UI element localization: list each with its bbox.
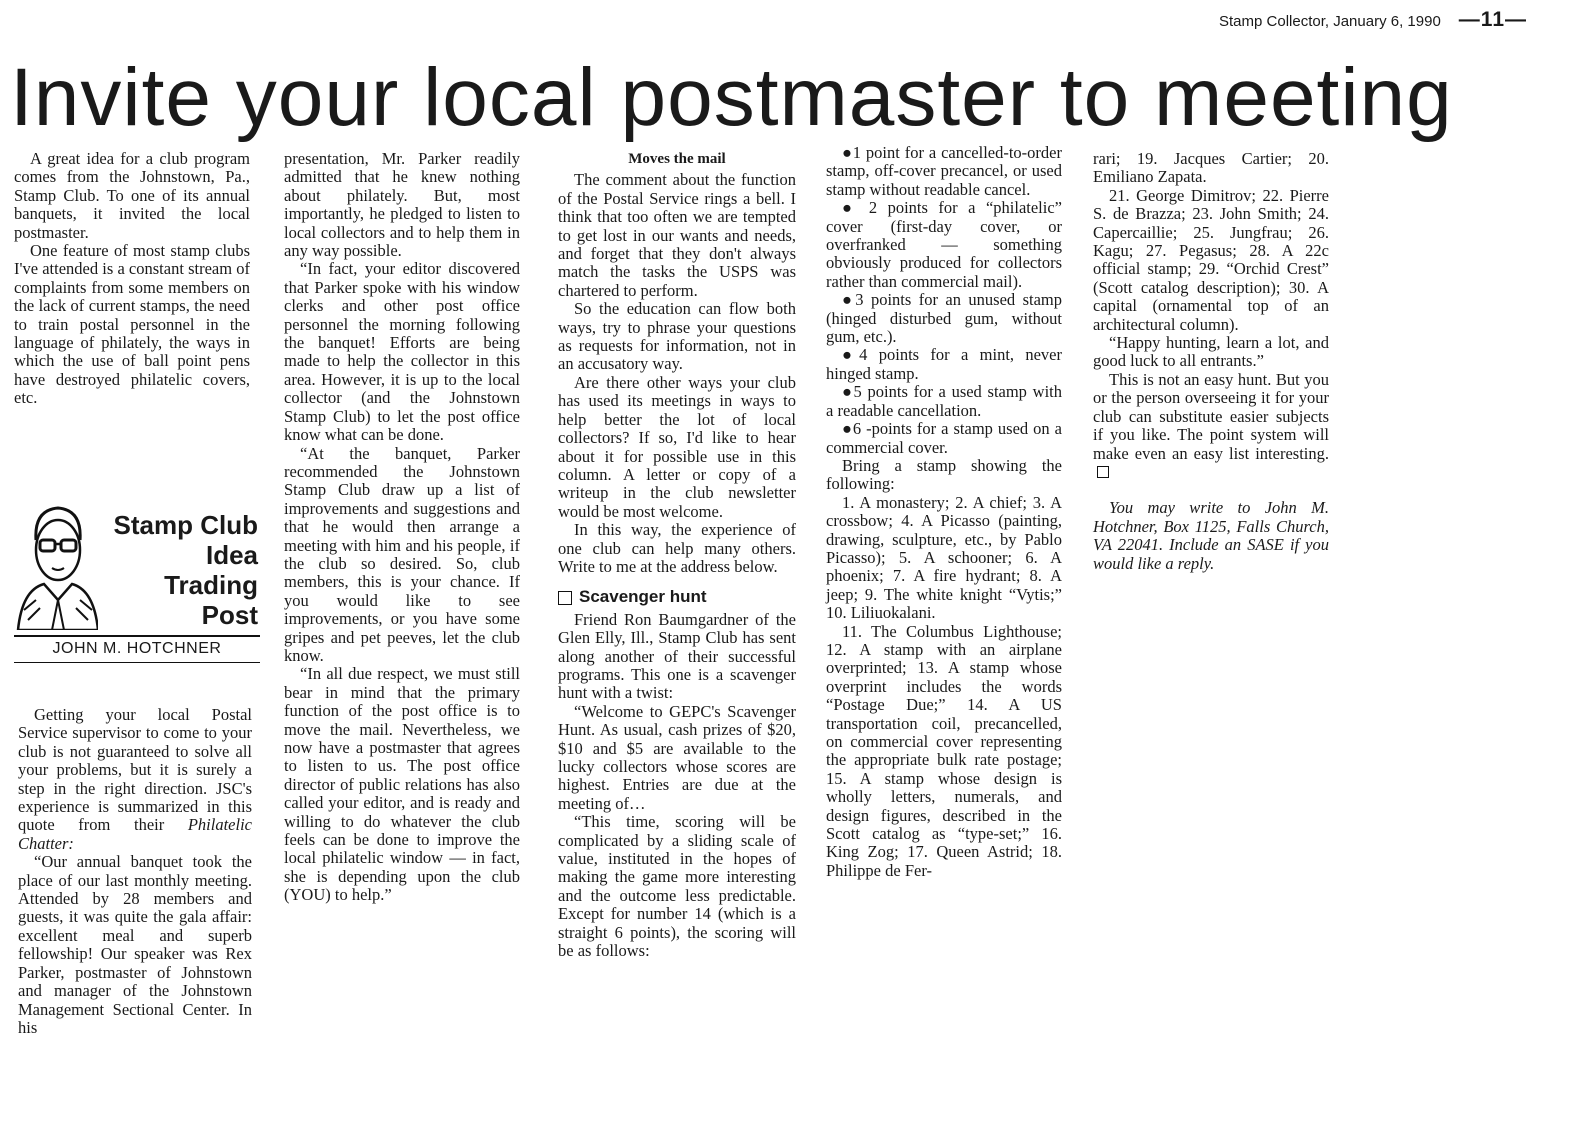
paragraph (1093, 371, 1329, 481)
paragraph: Are there other ways your club has used its meetings in ways to help better the lot of local collectors? If so, I'd like to hear about it for possible use in this column. A letter or copy of a writeup in the club newsletter would be most welcome. (558, 372, 796, 521)
column-logo (14, 500, 260, 660)
paragraph: “Our annual banquet took the place of our last monthly meeting. Attended by 28 members and guests, it was quite the gala affair: excellent meal and superb fellowship! Our speaker was Rex Parker, postmaster of Johnstown and manager of the Johnstown Management Sectional Center. In his (18, 852, 252, 1037)
author-note: You may write to John M. Hotchner, Box 1125, Falls Church, VA 22041. Include an SASE if you would like a reply. (1093, 498, 1329, 573)
headline: Invite your local postmaster to meeting (10, 52, 1453, 143)
hunt-list: 21. George Dimitrov; 22. Pierre S. de Brazza; 23. John Smith; 24. Capercaillie; 25. Jungfrau; 26. Kagu; 27. Pegasus; 28. A 22c official stamp; 29. “Orchid Crest” (Scott catalog description); 30. A capital (ornamental top of an architectural column). (1093, 185, 1329, 334)
paragraph: “In fact, your editor discovered that Parker spoke with his window clerks and other post office personnel the morning following the banquet! Efforts are being made to help the collector in this area. However, it is up to the local collector (and the Johnstown Stamp Club) to let the post office know what can be done. (284, 259, 520, 445)
column-brand (114, 510, 258, 630)
folio (1219, 8, 1527, 32)
paragraph: Friend Ron Baumgardner of the Glen Elly, Ill., Stamp Club has sent along another of their successful programs. This one is a scavenger hunt with a twist: (558, 609, 796, 703)
column-5 (1093, 150, 1329, 573)
end-mark-icon (1097, 466, 1109, 478)
paragraph: “This time, scoring will be complicated by a sliding scale of value, instituted in the hopes of making the game more interesting and the outcome less predictable. Except for number 14 (which is a straight 6 points), the scoring will be as follows: (558, 812, 796, 961)
publication-title: Philatelic Chatter: (18, 815, 252, 853)
hunt-list: rari; 19. Jacques Cartier; 20. Emiliano Zapata. (1093, 149, 1329, 187)
column-1 (14, 150, 250, 408)
paragraph: presentation, Mr. Parker readily admitted that he knew nothing about philately. But, most importantly, he pledged to listen to local collectors and to help them in any way possible. (284, 149, 520, 261)
byline: JOHN M. HOTCHNER (52, 640, 222, 657)
scoring-item: ●4 points for a mint, never hinged stamp. (826, 345, 1062, 383)
page-number: —11— (1458, 8, 1527, 31)
checkbox-bullet-icon (558, 591, 572, 605)
divider (14, 662, 260, 663)
paragraph-text: Getting your local Postal Service supervisor to come to your club is not guaranteed to solve all your problems, but it is surely a step in the right direction. JSC's experience is summarized in this quote from their (18, 705, 252, 835)
hunt-list: 11. The Columbus Lighthouse; 12. A stamp with an airplane overprinted; 13. A stamp whose overprint includes the words “Postage Due;” 14. A US transportation coil, precancelled, on commercial cover representing the appropriate bulk rate postage; 15. A stamp whose design is wholly letters, numerals, and design figures, described in the Scott catalog as “type-set;” 16. King Zog; 17. Queen Astrid; 18. Philippe de Fer- (826, 621, 1062, 880)
brand-line: Trading (164, 570, 258, 600)
column-4 (826, 144, 1062, 880)
publication-line: Stamp Collector, January 6, 1990 (1219, 13, 1441, 30)
column-2 (284, 150, 520, 905)
subhead-scavenger (558, 588, 796, 606)
paragraph (18, 706, 252, 853)
author-portrait-icon (14, 500, 98, 630)
paragraph: A great idea for a club program comes from the Johnstown, Pa., Stamp Club. To one of its annual banquets, it invited the local postmaster. (14, 149, 250, 242)
column-1-continued (18, 706, 252, 1037)
subhead: Moves the mail (628, 151, 726, 167)
scoring-item: ● 2 points for a “philatelic” cover (first-day cover, or overfranked — something obviously produced for collectors rather than commercial mail). (826, 198, 1062, 291)
column-3 (558, 150, 796, 960)
paragraph: “Welcome to GEPC's Scavenger Hunt. As usual, cash prizes of $20, $10 and $5 are available to the lucky collectors whose scores are highest. Entries are due at the meeting of… (558, 701, 796, 813)
scoring-item: ●3 points for an unused stamp (hinged disturbed gum, without gum, etc.). (826, 290, 1062, 347)
brand-line: Idea (205, 540, 258, 570)
scoring-item: ●6 -points for a stamp used on a commercial cover. (826, 419, 1062, 457)
hunt-list: 1. A monastery; 2. A chief; 3. A crossbow; 4. A Picasso (painting, drawing, sculpture, etc., by Pablo Picasso); 5. A schooner; 6. A phoenix; 7. A fire hydrant; 8. A jeep; 9. The white knight “Vytis;” 10. Liliuokalani. (826, 492, 1062, 623)
paragraph-text: This is not an easy hunt. But you or the person overseeing it for your club can substitute easier subjects if you like. The point system will make even an easy list interesting. (1093, 369, 1329, 463)
paragraph: In this way, the experience of one club can help many others. Write to me at the address below. (558, 520, 796, 576)
subhead-text: Scavenger hunt (579, 587, 707, 607)
scoring-item: ●5 points for a used stamp with a readable cancellation. (826, 382, 1062, 420)
paragraph: “In all due respect, we must still bear in mind that the primary function of the post office is to move the mail. Nevertheless, we now have a postmaster that agrees to listen to us. The post office director of public relations has also called your editor, and is ready and willing to do whatever the club feels can be done to improve the local philatelic window — in fact, she is depending upon the club (YOU) to help.” (284, 664, 520, 905)
scoring-item: ●1 point for a cancelled-to-order stamp, off-cover precancel, or used stamp without readable cancel. (826, 143, 1062, 199)
paragraph: The comment about the function of the Postal Service rings a bell. I think that too often we are tempted to get lost in our wants and needs, and forget that they don't always match the tasks the USPS was chartered to perform. (558, 170, 796, 300)
paragraph: Bring a stamp showing the following: (826, 455, 1062, 494)
paragraph: So the education can flow both ways, try to phrase your questions as requests for information, not in an accusatory way. (558, 299, 796, 374)
paragraph: “Happy hunting, learn a lot, and good luck to all entrants.” (1093, 333, 1329, 371)
paragraph: One feature of most stamp clubs I've attended is a constant stream of complaints from some members on the lack of current stamps, the need to train postal personnel in the language of philately, the ways in which the use of ball point pens have destroyed philatelic covers, etc. (14, 241, 250, 408)
brand-line: Post (201, 600, 258, 630)
paragraph: “At the banquet, Parker recommended the Johnstown Stamp Club draw up a list of improvements and suggestions and that he would then arrange a meeting with him and his people, if the club so desired. So, club members, this is your chance. If you would like to see improvements, or you have some gripes and pet peeves, let the club know. (284, 443, 520, 665)
brand-line: Stamp Club (113, 510, 258, 540)
divider (14, 635, 260, 637)
